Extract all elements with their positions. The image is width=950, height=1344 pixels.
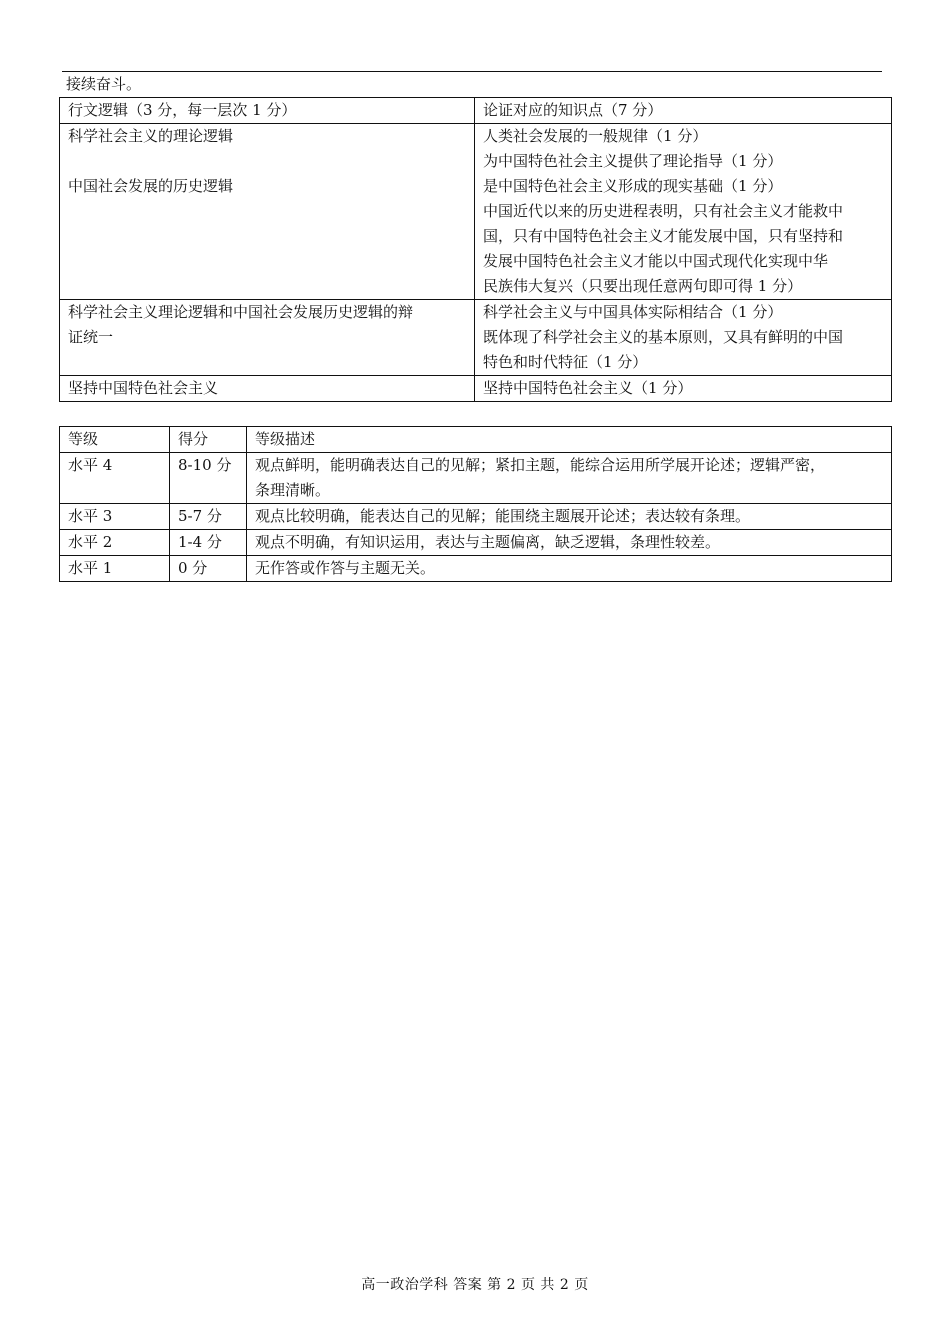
cell-line: 观点比较明确，能表达自己的见解；能围绕主题展开论述；表达较有条理。 [255, 507, 751, 525]
cell-line: 坚持中国特色社会主义 [68, 379, 219, 397]
score-cell: 1-4 分 [170, 530, 247, 556]
header-knowledge: 论证对应的知识点（7 分） [475, 98, 892, 124]
description-cell [247, 453, 892, 504]
level-cell: 水平 1 [60, 556, 170, 582]
logic-cell [60, 376, 475, 402]
cell-line: 中国近代以来的历史进程表明，只有社会主义才能救中 [483, 202, 844, 220]
description-cell [247, 504, 892, 530]
cell-line: 国，只有中国特色社会主义才能发展中国，只有坚持和 [483, 227, 844, 245]
cell-line: 人类社会发展的一般规律（1 分） [483, 127, 708, 145]
header-logic: 行文逻辑（3 分，每一层次 1 分） [60, 98, 475, 124]
score-cell: 0 分 [170, 556, 247, 582]
cell-line: 为中国特色社会主义提供了理论指导（1 分） [483, 152, 783, 170]
cell-line: 无作答或作答与主题无关。 [255, 559, 436, 577]
level-cell: 水平 2 [60, 530, 170, 556]
top-rule [62, 71, 882, 72]
cell-line: 发展中国特色社会主义才能以中国式现代化实现中华 [483, 252, 829, 270]
cell-line: 中国社会发展的历史逻辑 [68, 177, 234, 195]
intro-line: 接续奋斗。 [66, 75, 142, 93]
logic-cell [60, 300, 475, 376]
table-header-row [60, 427, 892, 453]
knowledge-cell [475, 124, 892, 300]
table-row [60, 504, 892, 530]
level-cell: 水平 4 [60, 453, 170, 504]
cell-line: 坚持中国特色社会主义（1 分） [483, 379, 693, 397]
knowledge-cell [475, 376, 892, 402]
table-row [60, 376, 892, 402]
page-footer: 高一政治学科 答案 第 2 页 共 2 页 [361, 1277, 589, 1293]
table-header-row [60, 98, 892, 124]
description-cell [247, 556, 892, 582]
table-row [60, 124, 892, 300]
table-row [60, 300, 892, 376]
level-cell: 水平 3 [60, 504, 170, 530]
cell-line: 条理清晰。 [255, 481, 331, 499]
cell-line: 观点不明确，有知识运用，表达与主题偏离，缺乏逻辑，条理性较差。 [255, 533, 721, 551]
knowledge-cell [475, 300, 892, 376]
cell-line: 科学社会主义的理论逻辑 [68, 127, 234, 145]
cell-line: 观点鲜明，能明确表达自己的见解；紧扣主题，能综合运用所学展开论述；逻辑严密， [255, 456, 826, 474]
cell-gap [68, 149, 466, 174]
cell-line: 是中国特色社会主义形成的现实基础（1 分） [483, 177, 783, 195]
score-cell: 5-7 分 [170, 504, 247, 530]
table-row [60, 453, 892, 504]
table-row [60, 556, 892, 582]
cell-line: 科学社会主义理论逻辑和中国社会发展历史逻辑的辩 [68, 303, 414, 321]
cell-line: 特色和时代特征（1 分） [483, 353, 648, 371]
logic-table [59, 97, 892, 402]
header-score: 得分 [170, 427, 247, 453]
header-description: 等级描述 [247, 427, 892, 453]
cell-line: 既体现了科学社会主义的基本原则，又具有鲜明的中国 [483, 328, 844, 346]
level-table [59, 426, 892, 582]
table-row [60, 530, 892, 556]
cell-line: 民族伟大复兴（只要出现任意两句即可得 1 分） [483, 277, 803, 295]
cell-line: 证统一 [68, 328, 114, 346]
cell-line: 科学社会主义与中国具体实际相结合（1 分） [483, 303, 783, 321]
score-cell: 8-10 分 [170, 453, 247, 504]
logic-cell [60, 124, 475, 300]
header-level: 等级 [60, 427, 170, 453]
description-cell [247, 530, 892, 556]
